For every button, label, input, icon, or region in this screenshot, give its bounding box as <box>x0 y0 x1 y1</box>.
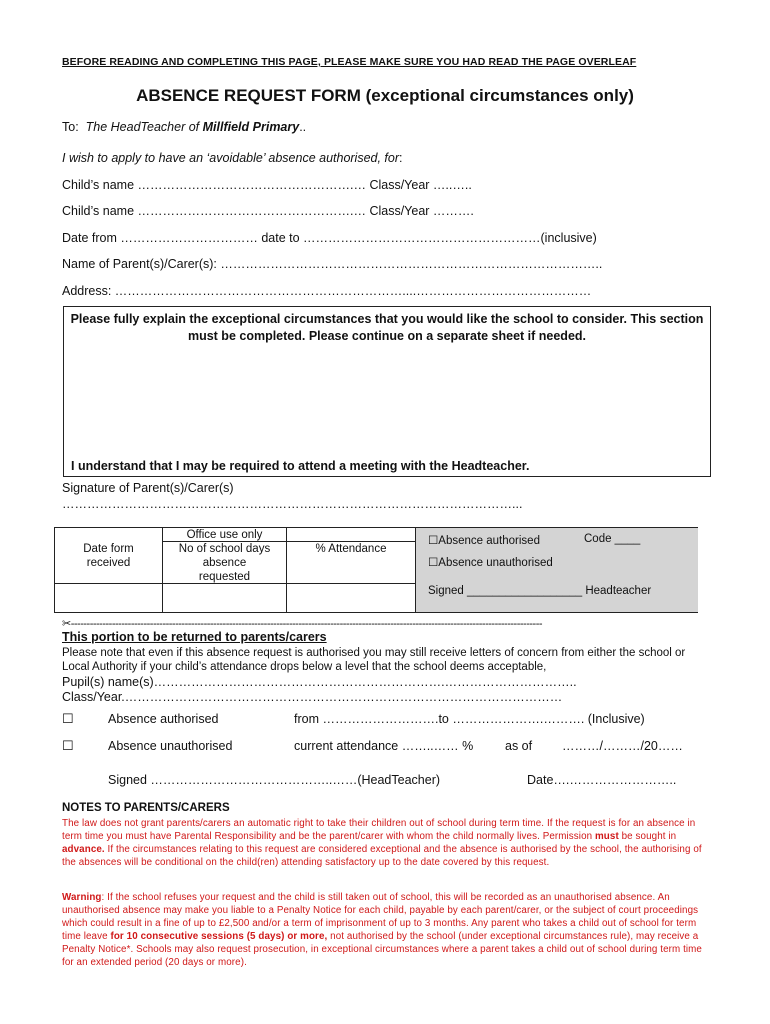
explanation-instructions: Please fully explain the exceptional circumstances that you would like the school to consider. This section must be completed. Please continue on a separate sheet if needed. <box>70 312 704 343</box>
parent-name-field[interactable]: Name of Parent(s)/Carer(s): ……………………………………………………………………………….. <box>62 257 603 271</box>
meeting-acknowledgement: I understand that I may be required to attend a meeting with the Headteacher. <box>71 459 530 473</box>
child-name-field-1[interactable]: Child’s name …………………………………………….… Class/Year …..….. <box>62 178 472 192</box>
notes-heading: NOTES TO PARENTS/CARERS <box>62 802 230 814</box>
to-recipient: The HeadTeacher of <box>85 120 200 134</box>
office-row-divider <box>55 583 416 584</box>
child-name-field-2[interactable]: Child’s name …………………………………………….… Class/Year ………. <box>62 204 474 218</box>
school-days-line1: No of school days <box>178 543 271 555</box>
office-use-header: Office use only <box>186 529 263 541</box>
explanation-box[interactable] <box>63 306 711 477</box>
notes-paragraph-1 <box>62 817 712 869</box>
pupil-names-field[interactable]: Pupil(s) name(s)…………………………………………………………….………………………….. <box>62 675 577 689</box>
authorised-checkbox[interactable]: ☐ <box>62 711 74 726</box>
authorised-date-range[interactable]: from ……………………….to ………………….………. (Inclusive) <box>294 712 645 726</box>
notes-p1-text-a: The law does not grant parents/carers an automatic right to take their children out of school during term time. If the request is for an absence in term time you must have Parental Responsibility and be the parent/carer with whom the child normally lives. Permission <box>62 818 696 842</box>
cut-line: ✂----------------------------------------------------------------------------------------------------------------------------------------------------- <box>62 618 543 630</box>
office-unauthorised-checkbox[interactable]: ☐Absence unauthorised <box>428 557 553 569</box>
unauthorised-checkbox[interactable]: ☐ <box>62 738 74 753</box>
as-of-label: as of <box>505 739 533 753</box>
to-line <box>62 120 306 134</box>
intro-line <box>62 151 403 165</box>
address-field[interactable]: Address: ……………………………………………………………....…………………………………… <box>62 284 592 298</box>
date-received-cell <box>55 528 163 612</box>
notes-p2-bold: for 10 consecutive sessions (5 days) or more, <box>110 931 328 942</box>
office-code-field[interactable]: Code ____ <box>584 533 641 545</box>
notes-paragraph-2 <box>62 891 712 969</box>
current-attendance-field[interactable]: current attendance ……..…… % <box>294 739 474 753</box>
return-portion-heading: This portion to be returned to parents/carers <box>62 630 327 644</box>
notes-p2-text-a: : If the school refuses your request and the child is still taken out of school, this will be recorded as an unauthorised absence. An unauthorised absence may make you liable to a Penalty Notice for each child, payable by each parent/carer, or the subject of court proceedings which could result in a fine of up to £2,500 and/or a term of imprisonment of up to 3 months. Any parent who takes a child out of school for term time leave <box>62 892 699 942</box>
school-days-line2: absence <box>202 557 247 569</box>
intro-colon: : <box>399 151 403 165</box>
office-header-divider <box>163 541 416 542</box>
intro-text: I wish to apply to have an ‘avoidable’ absence authorised, for <box>62 151 400 165</box>
authorised-label: Absence authorised <box>108 712 219 726</box>
notes-p1-text-c: If the circumstances relating to this request are considered exceptional and the absence is authorised by the school, the authorising of the absences will be conditional on the child(ren) attending satisfactory up to the date covered by this request. <box>62 844 702 868</box>
school-days-header <box>163 542 286 584</box>
form-title: ABSENCE REQUEST FORM (exceptional circumstances only) <box>136 86 634 105</box>
signature-label: Signature of Parent(s)/Carer(s) <box>62 481 234 495</box>
notes-p1-advance: advance. <box>62 844 105 855</box>
school-days-line3: requested <box>198 571 251 583</box>
office-use-table <box>54 527 698 613</box>
notes-p1-text-b: be sought in <box>618 831 677 842</box>
office-headteacher-signature[interactable]: Signed __________________ Headteacher <box>428 585 652 597</box>
overleaf-notice: BEFORE READING AND COMPLETING THIS PAGE, PLEASE MAKE SURE YOU HAD READ THE PAGE OVERLEAF <box>62 56 637 68</box>
attendance-header: % Attendance <box>315 543 387 555</box>
class-year-field[interactable]: Class/Year.…………………………………………………………………………………………… <box>62 690 563 704</box>
date-received-line1: Date form <box>83 543 134 555</box>
notes-p2-text-b: not authorised by the school (under exceptional circumstances rule), may receive a Penalty Notice*. Schools may also request prosecution, in exceptional circumstances where a parent takes a child out of school during term time for an extended period (20 days or more). <box>62 931 702 968</box>
date-received-header <box>55 542 162 570</box>
to-label: To: <box>62 120 79 134</box>
notes-p1-must: must <box>595 831 619 842</box>
signature-date-field[interactable]: Date….…………………….. <box>527 773 677 787</box>
as-of-date-field[interactable]: ………/………/20…… <box>562 739 683 753</box>
office-authorised-checkbox[interactable]: ☐Absence authorised <box>428 535 540 547</box>
signature-line[interactable]: ………………………………………………………………………………………………... <box>62 497 523 511</box>
date-received-line2: received <box>86 557 131 569</box>
date-range-field[interactable]: Date from …………………………… date to …………………………………………………(inclusive) <box>62 231 597 245</box>
warning-label: Warning <box>62 892 102 903</box>
to-suffix: .. <box>299 120 307 134</box>
headteacher-signature-field[interactable]: Signed ……………………………………..……(HeadTeacher) <box>108 773 441 787</box>
unauthorised-label: Absence unauthorised <box>108 739 233 753</box>
school-name: Millfield Primary <box>202 120 300 134</box>
office-decision-panel <box>416 528 698 612</box>
attendance-concern-note: Please note that even if this absence request is authorised you may still receive letters of concern from either the school or Local Authority if your child’s attendance drops below a level that the school deems acceptable, <box>62 647 686 673</box>
